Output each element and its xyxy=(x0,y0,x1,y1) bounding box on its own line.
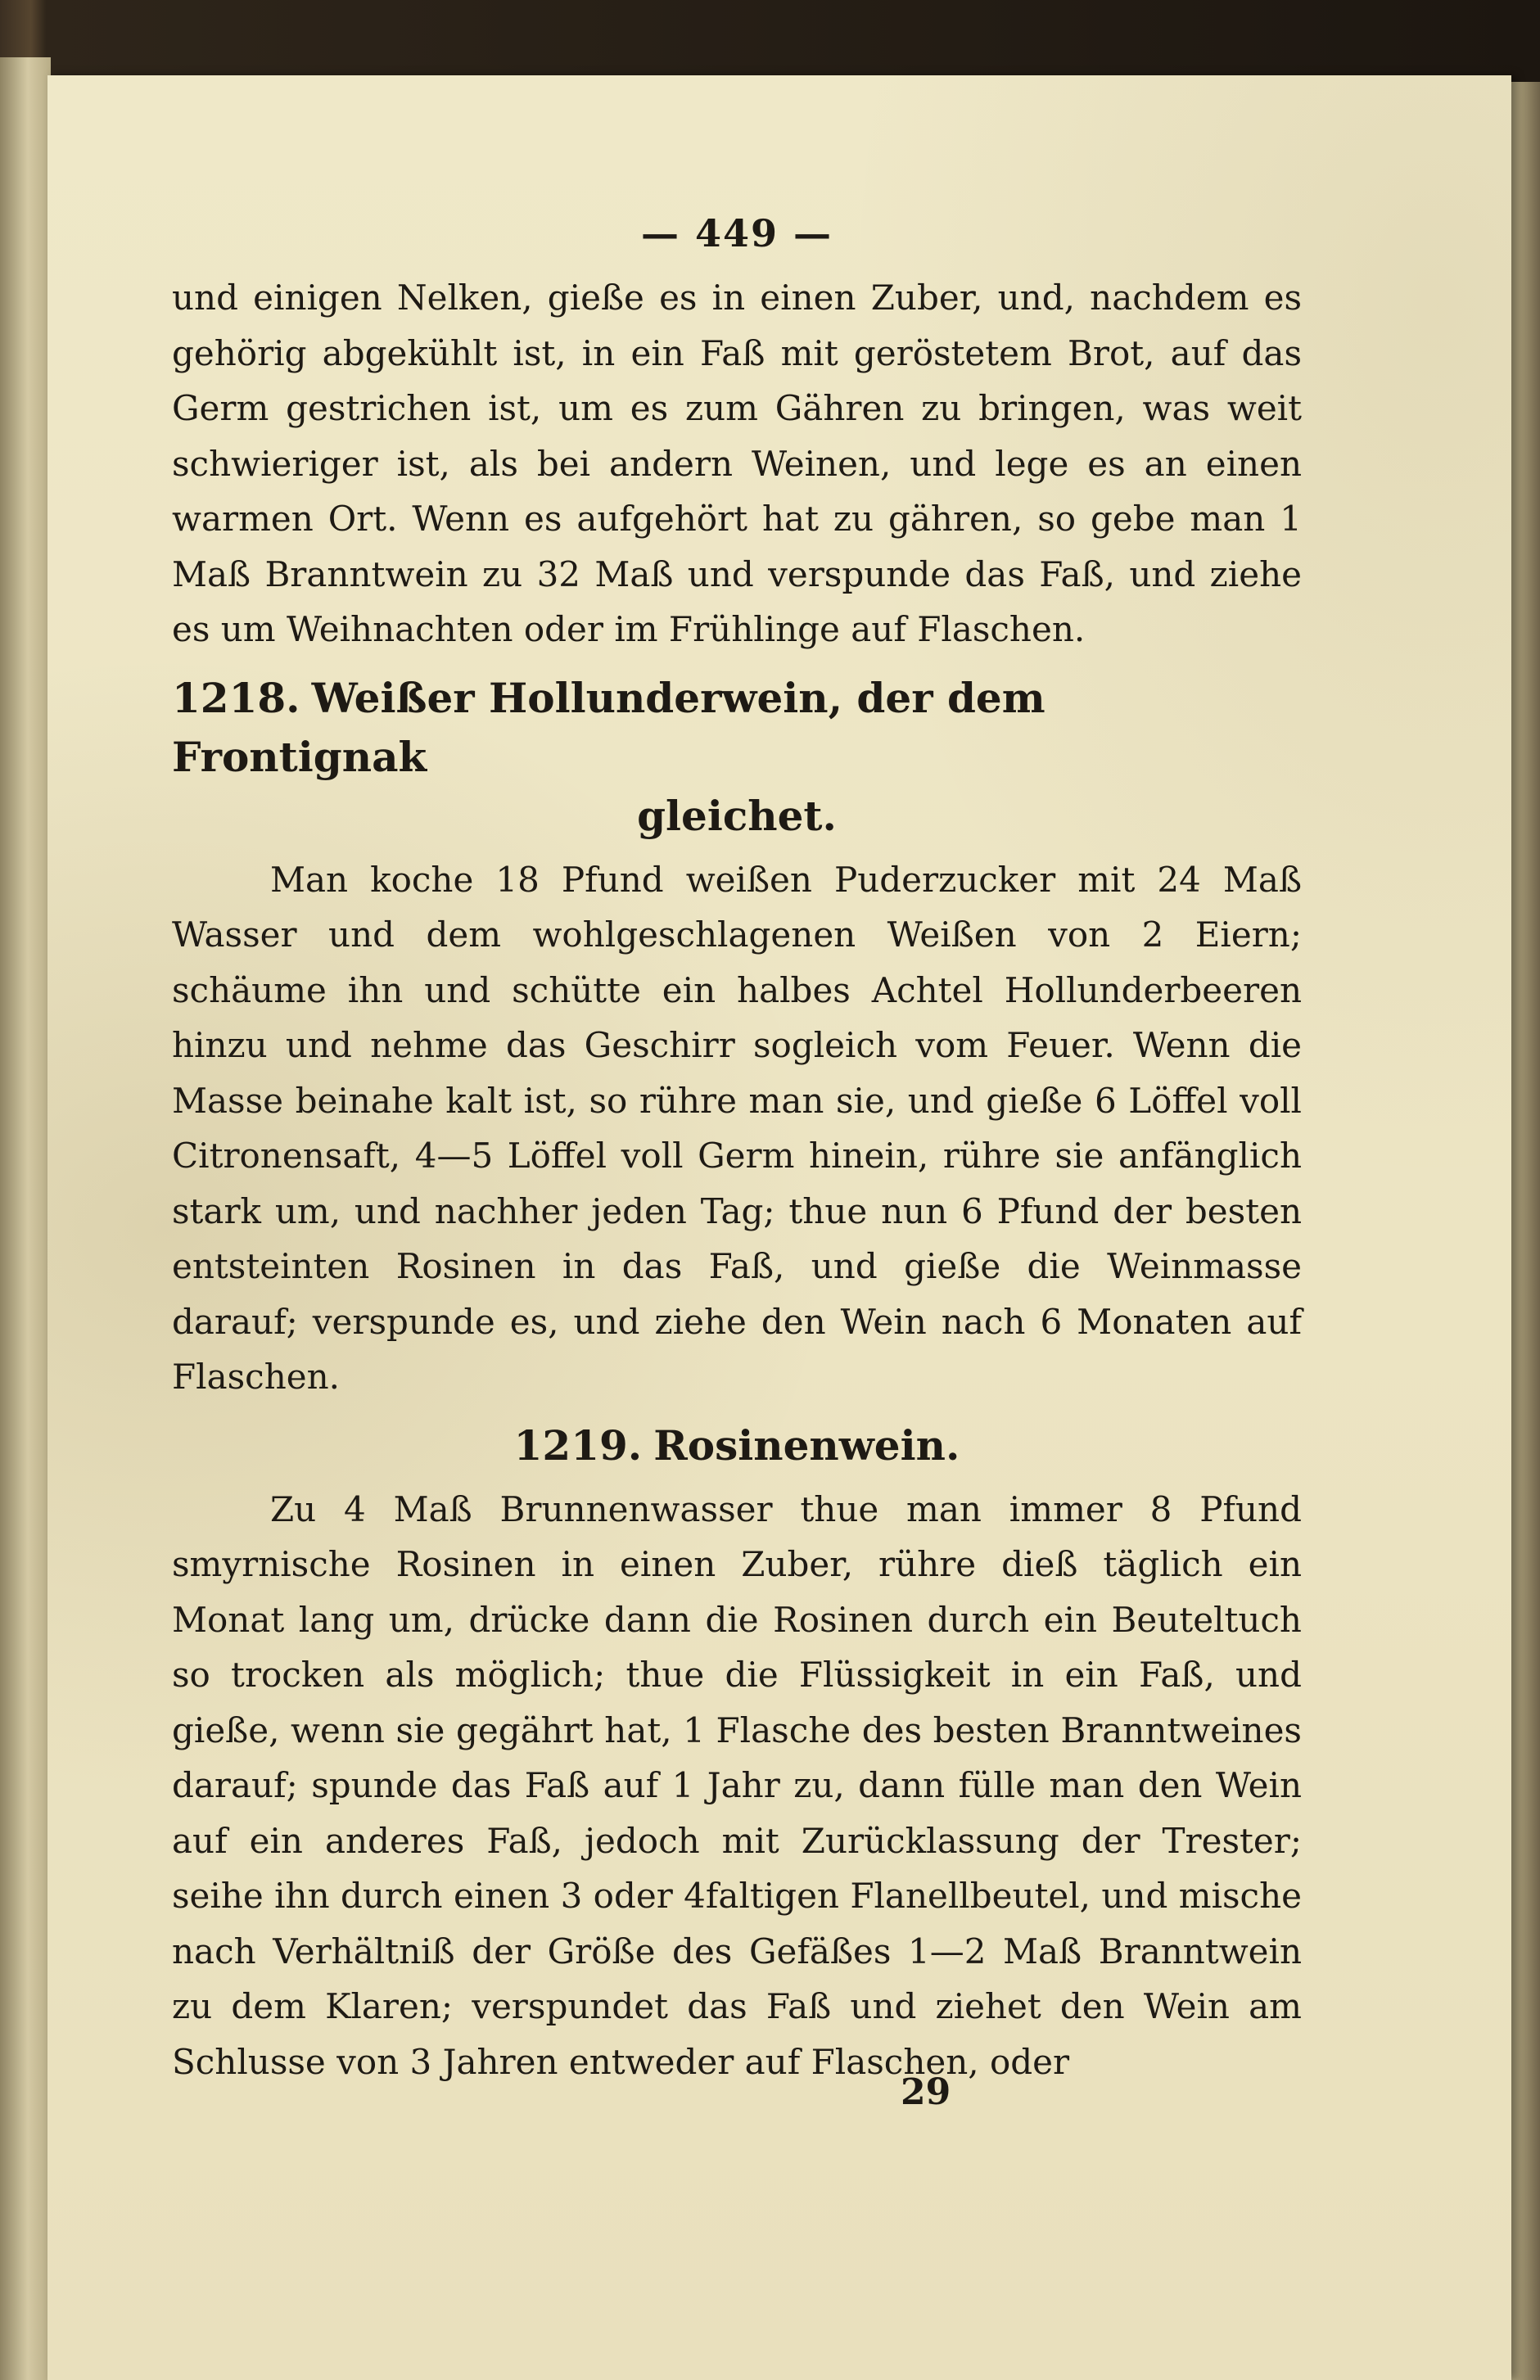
page-header-number: — 449 — xyxy=(640,211,833,255)
recipe-1218-title: Weißer Hollunderwein, der dem Frontignak xyxy=(172,673,1045,781)
recipe-1218-heading xyxy=(172,669,1302,846)
recipe-1218-text: Man koche 18 Pfund weißen Puderzucker mit 24 Maß Wasser und dem wohlgeschlagenen Weißen von 2 Eiern; schäume ihn und schütte ein halbes Achtel Hollunderbeeren hinzu und nehme das Geschirr sogleich vom Feuer. Wenn die Masse beinahe kalt ist, so rühre man sie, und gieße 6 Löffel voll Citronensaft, 4—5 Löffel voll Germ hinein, rühre sie anfänglich stark um, und nachher jeden Tag; thue nun 6 Pfund der besten entsteinten Rosinen in das Faß, und gieße die Weinmasse darauf; verspunde es, und ziehe den Wein nach 6 Monaten auf Flaschen. xyxy=(172,859,1302,1397)
recipe-1219-number: 1219. xyxy=(513,1420,643,1470)
previous-page-edge xyxy=(0,57,51,2380)
recipe-1219-heading xyxy=(172,1416,1302,1475)
page-right-edge xyxy=(1511,82,1540,2380)
recipe-1218-title-continuation: gleichet. xyxy=(637,791,837,840)
recipe-1219-title: Rosinenwein. xyxy=(653,1420,960,1470)
recipe-1219-text: Zu 4 Maß Brunnenwasser thue man immer 8 Pfund smyrnische Rosinen in einen Zuber, rühre dieß täglich ein Monat lang um, drücke dann die Rosinen durch ein Beuteltuch so trocken als möglich; thue die Flüssigkeit in ein Faß, und gieße, wenn sie gegährt hat, 1 Flasche des besten Branntweines darauf; spunde das Faß auf 1 Jahr zu, dann fülle man den Wein auf ein anderes Faß, jedoch mit Zurücklassung der Trester; seihe ihn durch einen 3 oder 4faltigen Flanellbeutel, und mische nach Verhältniß der Größe des Gefäßes 1—2 Maß Branntwein zu dem Klaren; verspundet das Faß und ziehet den Wein am Schlusse von 3 Jahren entweder auf Flaschen, oder xyxy=(172,1488,1302,2082)
intro-paragraph: und einigen Nelken, gieße es in einen Zuber, und, nachdem es gehörig abgekühlt ist, in ein Faß mit geröstetem Brot, auf das Germ gestrichen ist, um es zum Gähren zu bringen, was weit schwieriger ist, als bei andern Weinen, und lege es an einen warmen Ort. Wenn es aufgehört hat zu gähren, so gebe man 1 Maß Branntwein zu 32 Maß und verspunde das Faß, und ziehe es um Weihnachten oder im Frühlinge auf Flaschen. xyxy=(172,278,1302,649)
signature-mark: 29 xyxy=(901,2071,951,2113)
page-text xyxy=(172,211,1302,2089)
recipe-1218-number: 1218. xyxy=(172,673,300,722)
